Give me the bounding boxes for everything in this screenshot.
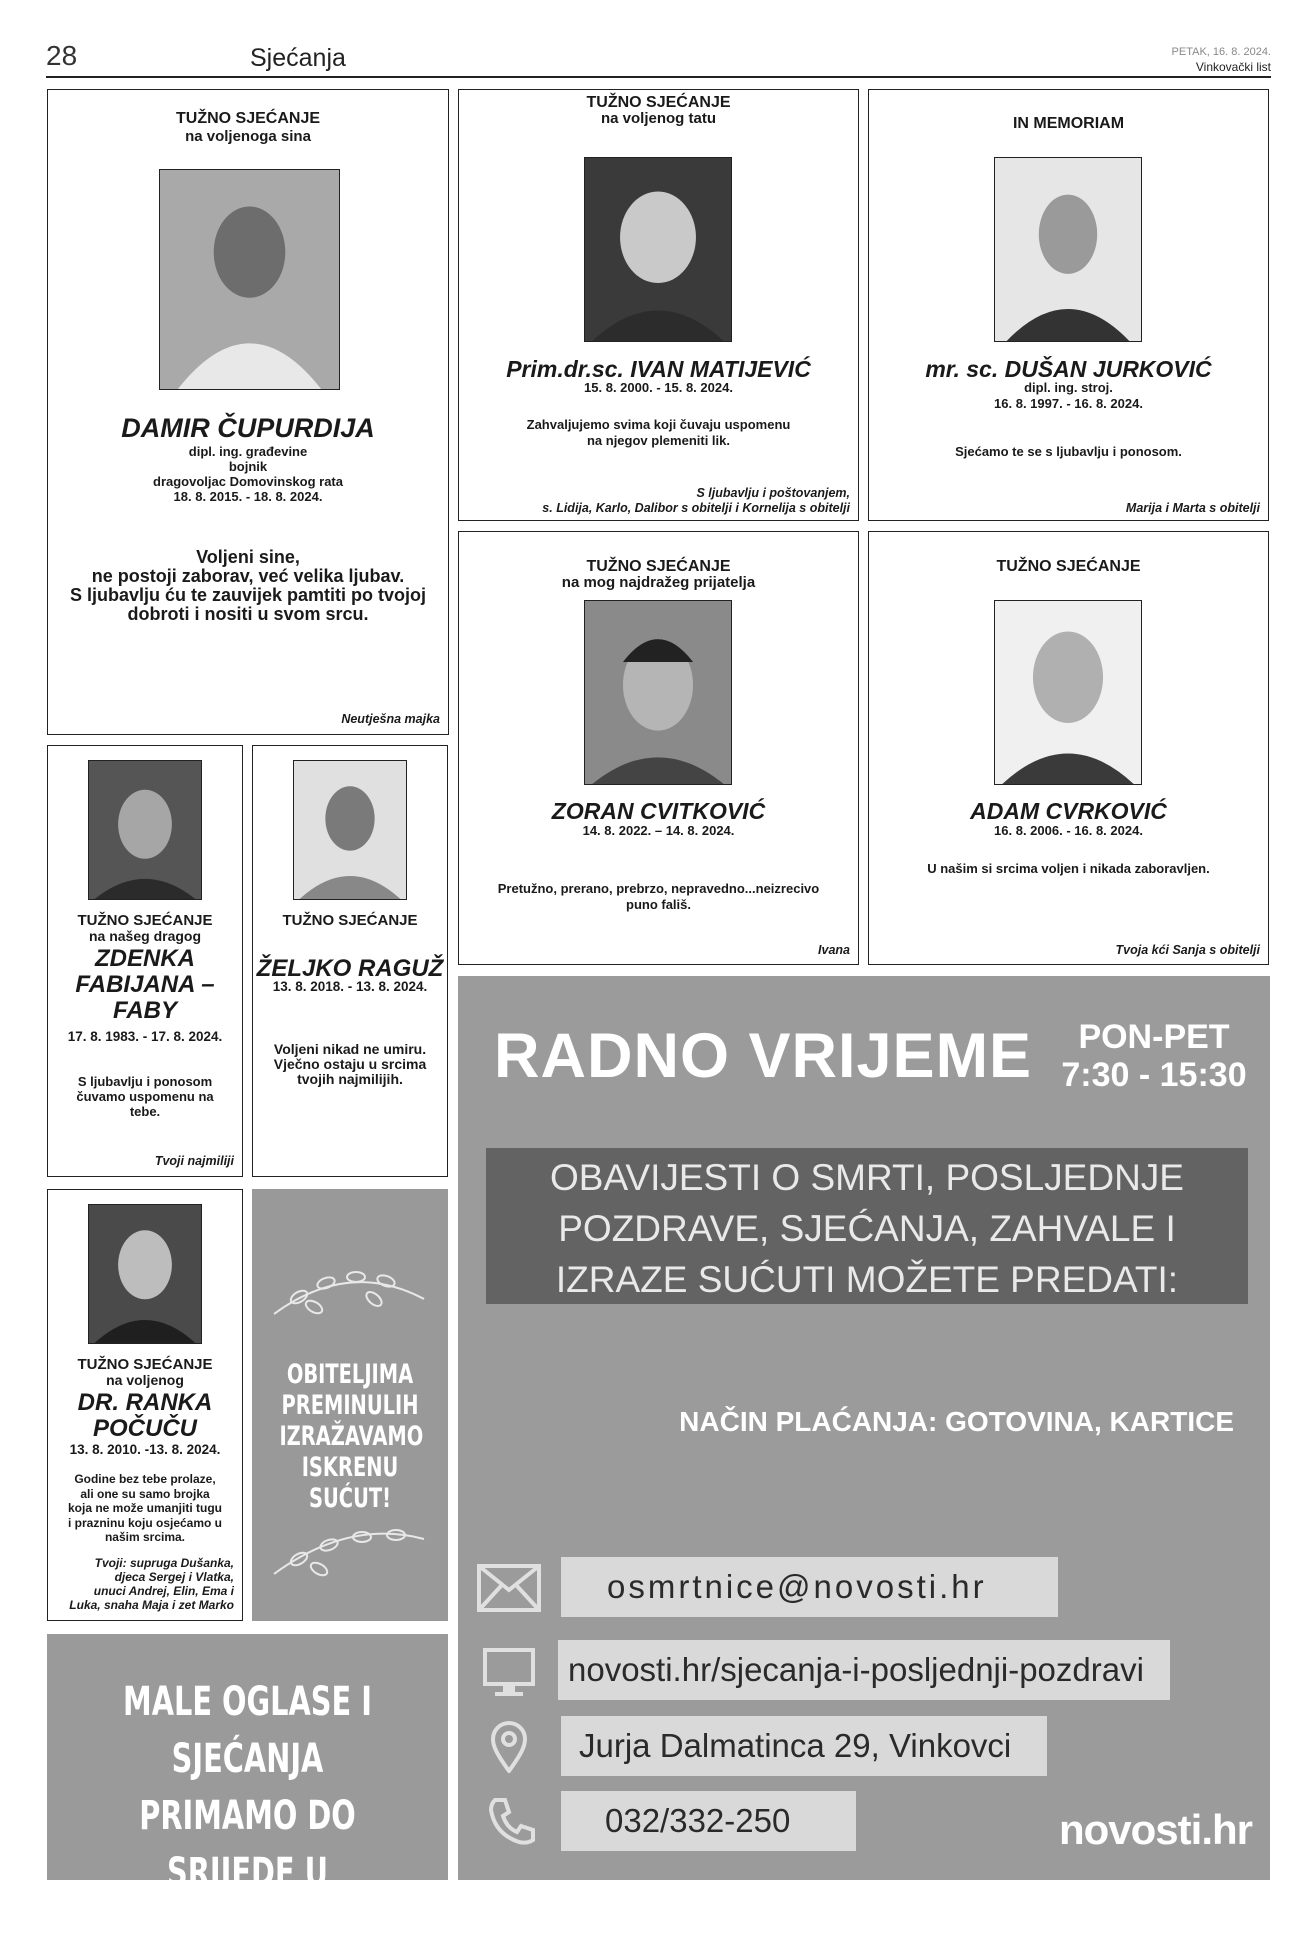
notice-heading: TUŽNO SJEĆANJE <box>586 558 731 575</box>
email-link[interactable]: osmrtnice@novosti.hr <box>561 1557 1058 1617</box>
message-line: tvojih najmilijih. <box>297 1071 403 1087</box>
message-line: koja ne može umanjiti tugu <box>67 1501 222 1515</box>
notice-name <box>48 946 242 1024</box>
laurel-branch-icon <box>264 1519 434 1589</box>
header-rule <box>46 76 1271 78</box>
notice-zdenko <box>47 745 243 1177</box>
portrait-photo <box>994 600 1142 785</box>
notice-name <box>48 1390 242 1442</box>
portrait-photo <box>584 600 732 785</box>
notice-subheading: na našeg dragog <box>88 928 202 944</box>
notice-signature: Ivana <box>818 943 850 957</box>
notice-damir <box>47 89 449 735</box>
notice-subheading: na voljenog <box>106 1372 184 1388</box>
name-line: DR. RANKA <box>77 1389 213 1416</box>
portrait-photo <box>584 157 732 342</box>
notice-name: ZORAN CVITKOVIĆ <box>551 798 766 824</box>
notice-heading: TUŽNO SJEĆANJE <box>77 912 213 929</box>
notice-ranko <box>47 1189 243 1621</box>
condolence-line: ISKRENU <box>301 1452 399 1483</box>
message-line: i prazninu koju osjećamo u <box>67 1515 223 1530</box>
notice-heading: TUŽNO SJEĆANJE <box>282 912 418 929</box>
portrait-photo <box>88 1204 202 1344</box>
notice-heading: TUŽNO SJEĆANJE <box>175 110 321 127</box>
notice-dusan <box>868 89 1269 521</box>
notice-dates: 13. 8. 2018. - 13. 8. 2024. <box>272 979 428 994</box>
small-ads-line: PRIMAMO DO SRIJEDE U <box>139 1793 356 1896</box>
message-line: S ljubavlju i ponosom <box>77 1074 213 1089</box>
ad-hours <box>1054 1018 1254 1094</box>
paper-name: Vinkovački list <box>1195 60 1271 74</box>
location-pin-icon <box>490 1721 528 1773</box>
message-line: na njegov plemeniti lik. <box>586 433 731 448</box>
portrait-photo <box>159 169 340 390</box>
ad-title: RADNO VRIJEME <box>494 1021 1033 1091</box>
notice-zoran <box>458 531 859 965</box>
message-line: ali one su samo brojka <box>80 1486 210 1501</box>
notice-zeljko <box>252 745 448 1177</box>
name-line: FABY <box>112 997 177 1024</box>
message-line: Sjećamo te se s ljubavlju i ponosom. <box>955 444 1182 459</box>
notice-message <box>48 548 448 624</box>
notice-ivan <box>458 89 859 521</box>
small-ads-line: 10 SATI <box>186 1907 309 1953</box>
notice-subheading: na voljenoga sina <box>185 128 311 145</box>
condolence-box <box>252 1189 448 1621</box>
portrait-photo <box>994 157 1142 342</box>
message-line: ne postoji zaborav, već velika ljubav. <box>91 566 405 586</box>
notice-subheading: na mog najdražeg prijatelja <box>561 574 756 591</box>
notice-signature: s. Lidija, Karlo, Dalibor s obitelji i Kornelija s obitelji <box>542 501 850 515</box>
portrait-photo <box>293 760 407 900</box>
condolence-line: SUĆUT! <box>309 1483 391 1514</box>
notice-message <box>253 1042 447 1087</box>
payment-methods: NAČIN PLAĆANJA: GOTOVINA, KARTICE <box>679 1406 1234 1437</box>
issue-date: PETAK, 16. 8. 2024. <box>1171 46 1271 58</box>
notice-rank: bojnik <box>228 459 268 474</box>
notice-name: ŽELJKO RAGUŽ <box>256 955 444 982</box>
notice-title: dipl. ing. građevine <box>188 444 308 459</box>
envelope-icon <box>477 1564 541 1612</box>
notice-signature: Tvoji najmiliji <box>154 1154 234 1168</box>
address-text: Jurja Dalmatinca 29, Vinkovci <box>561 1716 1047 1776</box>
message-line: puno fališ. <box>626 897 691 912</box>
notice-line: IZRAZE SUĆUTI MOŽETE PREDATI: <box>555 1259 1179 1300</box>
condolence-text <box>279 1359 424 1514</box>
notice-signature <box>69 1556 234 1612</box>
laurel-branch-icon <box>264 1259 434 1329</box>
name-line: FABIJANA – <box>75 971 215 998</box>
signature-line: unuci Andrej, Elin, Ema i <box>93 1584 234 1598</box>
notice-dates: 14. 8. 2022. – 14. 8. 2024. <box>582 823 735 838</box>
notice-title: dipl. ing. stroj. <box>1024 380 1113 395</box>
ad-days: PON-PET <box>1078 1018 1230 1056</box>
notice-line: OBAVIJESTI O SMRTI, POSLJEDNJE <box>550 1157 1184 1198</box>
ad-time: 7:30 - 15:30 <box>1061 1056 1247 1094</box>
notice-message <box>48 1074 242 1119</box>
notice-heading: IN MEMORIAM <box>1012 115 1125 132</box>
condolence-line: OBITELJIMA <box>286 1359 414 1390</box>
message-line: Pretužno, prerano, prebrzo, nepravedno...neizrecivo <box>497 881 820 896</box>
message-line: S ljubavlju ću te zauvijek pamtiti po tvojoj <box>69 585 427 605</box>
phone-icon <box>487 1796 535 1846</box>
message-line: Vječno ostaju u srcima <box>273 1056 427 1072</box>
notice-dates: 13. 8. 2010. -13. 8. 2024. <box>69 1442 221 1457</box>
notice-dates: 16. 8. 2006. - 16. 8. 2024. <box>994 823 1143 838</box>
office-hours-ad <box>458 976 1270 1880</box>
notice-signature: Tvoja kći Sanja s obitelji <box>1115 943 1260 957</box>
message-line: čuvamo uspomenu na <box>76 1089 214 1104</box>
notice-line: POZDRAVE, SJEĆANJA, ZAHVALE I <box>558 1208 1176 1249</box>
message-line: U našim si srcima voljen i nikada zaboravljen. <box>927 861 1210 876</box>
message-line: tebe. <box>129 1104 161 1119</box>
message-line: našim srcima. <box>104 1530 186 1544</box>
signature-line: Luka, snaha Maja i zet Marko <box>69 1598 234 1612</box>
message-line: Godine bez tebe prolaze, <box>74 1472 216 1486</box>
notice-name: mr. sc. DUŠAN JURKOVIĆ <box>925 356 1212 382</box>
notice-name: ADAM CVRKOVIĆ <box>970 798 1167 824</box>
section-title: Sjećanja <box>250 44 346 72</box>
notice-subheading: na voljenog tatu <box>600 110 716 127</box>
name-line: POČUČU <box>92 1415 197 1442</box>
small-ads-text <box>74 1674 420 1959</box>
notice-dates: 18. 8. 2015. - 18. 8. 2024. <box>173 489 323 504</box>
condolence-line: PREMINULIH <box>281 1390 419 1421</box>
notice-heading: TUŽNO SJEĆANJE <box>586 94 731 111</box>
signature-line: djeca Sergej i Vlatka, <box>114 1570 234 1584</box>
ad-notice-banner <box>486 1148 1248 1304</box>
notice-dates: 17. 8. 1983. - 17. 8. 2024. <box>67 1029 223 1044</box>
message-line: Voljeni nikad ne umiru. <box>273 1041 427 1057</box>
message-line: Voljeni sine, <box>196 547 300 567</box>
notice-role: dragovoljac Domovinskog rata <box>153 474 343 489</box>
notice-name: Prim.dr.sc. IVAN MATIJEVIĆ <box>506 356 811 382</box>
name-line: ZDENKA <box>95 945 195 972</box>
message-line: Zahvaljujemo svima koji čuvaju uspomenu <box>526 417 791 432</box>
website-link[interactable]: novosti.hr/sjecanja-i-posljednji-pozdravi <box>558 1640 1170 1700</box>
notice-dates: 15. 8. 2000. - 15. 8. 2024. <box>584 380 733 395</box>
portrait-photo <box>88 760 202 900</box>
notice-dates: 16. 8. 1997. - 16. 8. 2024. <box>994 396 1143 411</box>
signature-line: Tvoji: supruga Dušanka, <box>94 1556 234 1570</box>
notice-heading: TUŽNO SJEĆANJE <box>77 1356 213 1373</box>
notice-message <box>48 1472 242 1545</box>
notice-adam <box>868 531 1269 965</box>
message-line: dobroti i nositi u svom srcu. <box>127 604 369 624</box>
condolence-line: IZRAŽAVAMO <box>279 1421 424 1452</box>
notice-heading: TUŽNO SJEĆANJE <box>996 558 1141 575</box>
novosti-logo: novosti.hr <box>1058 1806 1252 1853</box>
notice-name: DAMIR ČUPURDIJA <box>121 413 375 443</box>
notice-signature: S ljubavlju i poštovanjem, <box>696 486 850 500</box>
notice-signature: Marija i Marta s obitelji <box>1125 501 1260 515</box>
phone-link[interactable]: 032/332-250 <box>561 1791 856 1851</box>
small-ads-line: MALE OGLASE I SJEĆANJA <box>123 1679 372 1782</box>
notice-signature: Neutješna majka <box>341 712 440 726</box>
monitor-icon <box>483 1648 535 1698</box>
small-ads-box <box>47 1634 448 1953</box>
page-number: 28 <box>46 40 78 71</box>
